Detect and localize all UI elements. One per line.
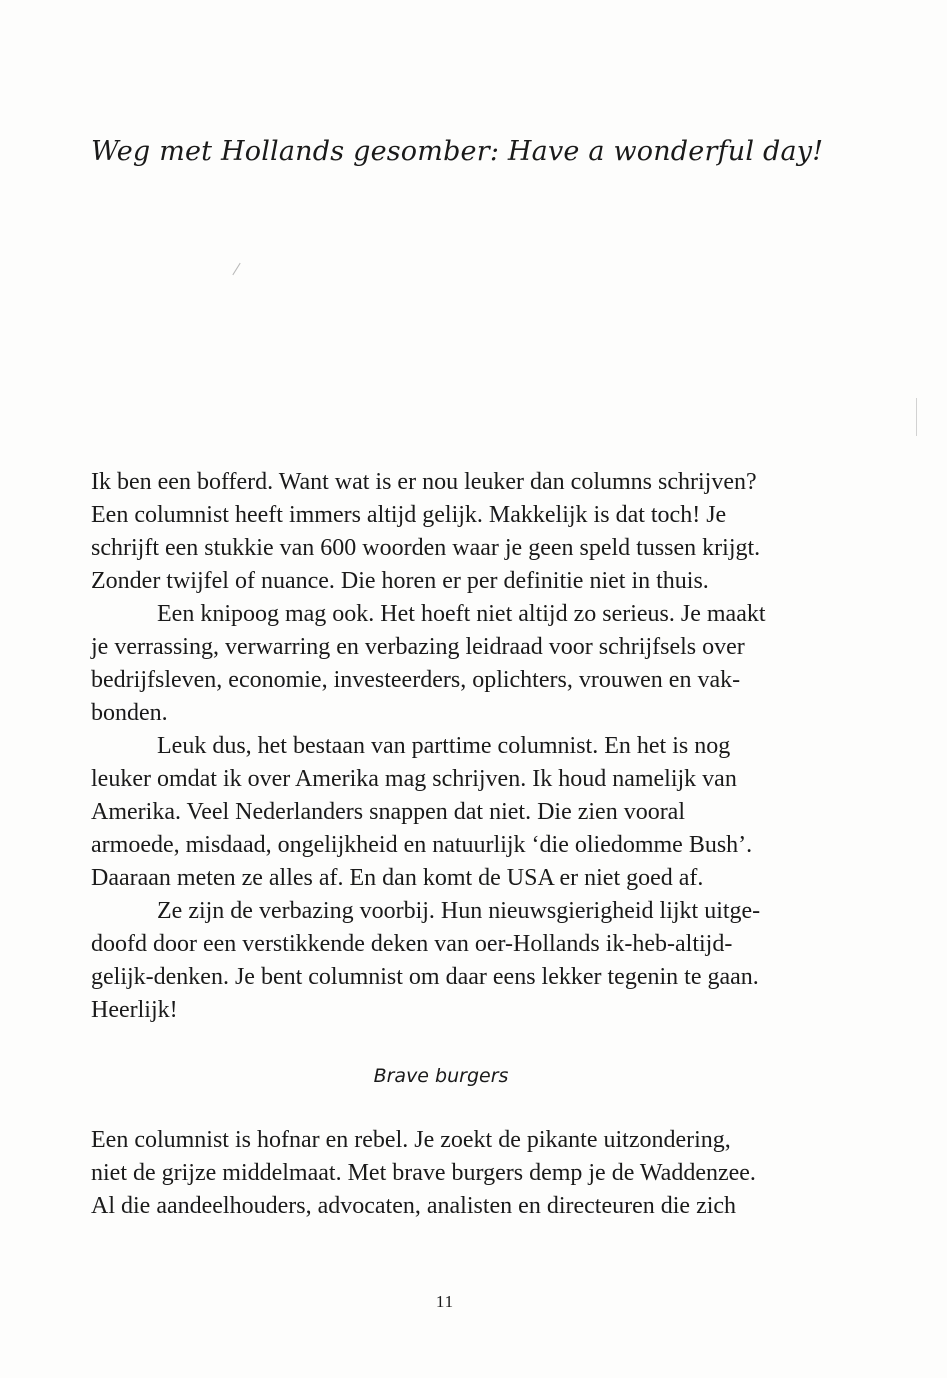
text-line: bonden. — [91, 700, 168, 726]
page-number: 11 — [435, 1292, 455, 1311]
paragraph-2 — [91, 598, 821, 730]
text-line: Leuk dus, het bestaan van parttime columnist. En het is nog — [157, 733, 731, 759]
text-line: Een columnist heeft immers altijd gelijk. Makkelijk is dat toch! Je — [91, 502, 727, 528]
paragraph-1 — [91, 466, 821, 598]
text-line: armoede, misdaad, ongelijkheid en natuurlijk ‘die oliedomme Bush’. — [91, 832, 753, 858]
scan-edge-mark — [916, 398, 917, 436]
paragraph-3 — [91, 730, 821, 895]
paragraph-5 — [91, 1124, 821, 1223]
text-line: Al die aandeelhouders, advocaten, analisten en directeuren die zich — [91, 1193, 737, 1219]
text-line: Heerlijk! — [91, 997, 178, 1023]
text-line: doofd door een verstikkende deken van oer-Hollands ik-heb-altijd- — [91, 931, 733, 957]
stray-pen-mark — [232, 263, 240, 275]
section-heading: Brave burgers — [373, 1065, 509, 1087]
paragraph-4 — [91, 895, 821, 1027]
text-line: Ik ben een bofferd. Want wat is er nou leuker dan columns schrijven? — [91, 469, 757, 495]
text-line: Daaraan meten ze alles af. En dan komt de USA er niet goed af. — [91, 865, 704, 891]
body-text-block-2 — [91, 1124, 821, 1223]
text-line: Een columnist is hofnar en rebel. Je zoekt de pikante uitzondering, — [91, 1127, 731, 1153]
body-text-block-1 — [91, 466, 821, 1027]
text-line: Een knipoog mag ook. Het hoeft niet altijd zo serieus. Je maakt — [157, 601, 766, 627]
text-line: bedrijfsleven, economie, investeerders, oplichters, vrouwen en vak- — [91, 667, 741, 693]
text-line: gelijk-denken. Je bent columnist om daar eens lekker tegenin te gaan. — [91, 964, 759, 990]
text-line: niet de grijze middelmaat. Met brave burgers demp je de Waddenzee. — [91, 1160, 756, 1186]
text-line: Zonder twijfel of nuance. Die horen er per definitie niet in thuis. — [91, 568, 709, 594]
text-line: leuker omdat ik over Amerika mag schrijven. Ik houd namelijk van — [91, 766, 737, 792]
text-line: Ze zijn de verbazing voorbij. Hun nieuwsgierigheid lijkt uitge- — [157, 898, 761, 924]
text-line: je verrassing, verwarring en verbazing leidraad voor schrijfsels over — [91, 634, 745, 660]
text-line: schrijft een stukkie van 600 woorden waar je geen speld tussen krijgt. — [91, 535, 761, 561]
text-line: Amerika. Veel Nederlanders snappen dat niet. Die zien vooral — [91, 799, 685, 825]
chapter-title: Weg met Hollands gesomber: Have a wonderful day! — [91, 136, 824, 167]
